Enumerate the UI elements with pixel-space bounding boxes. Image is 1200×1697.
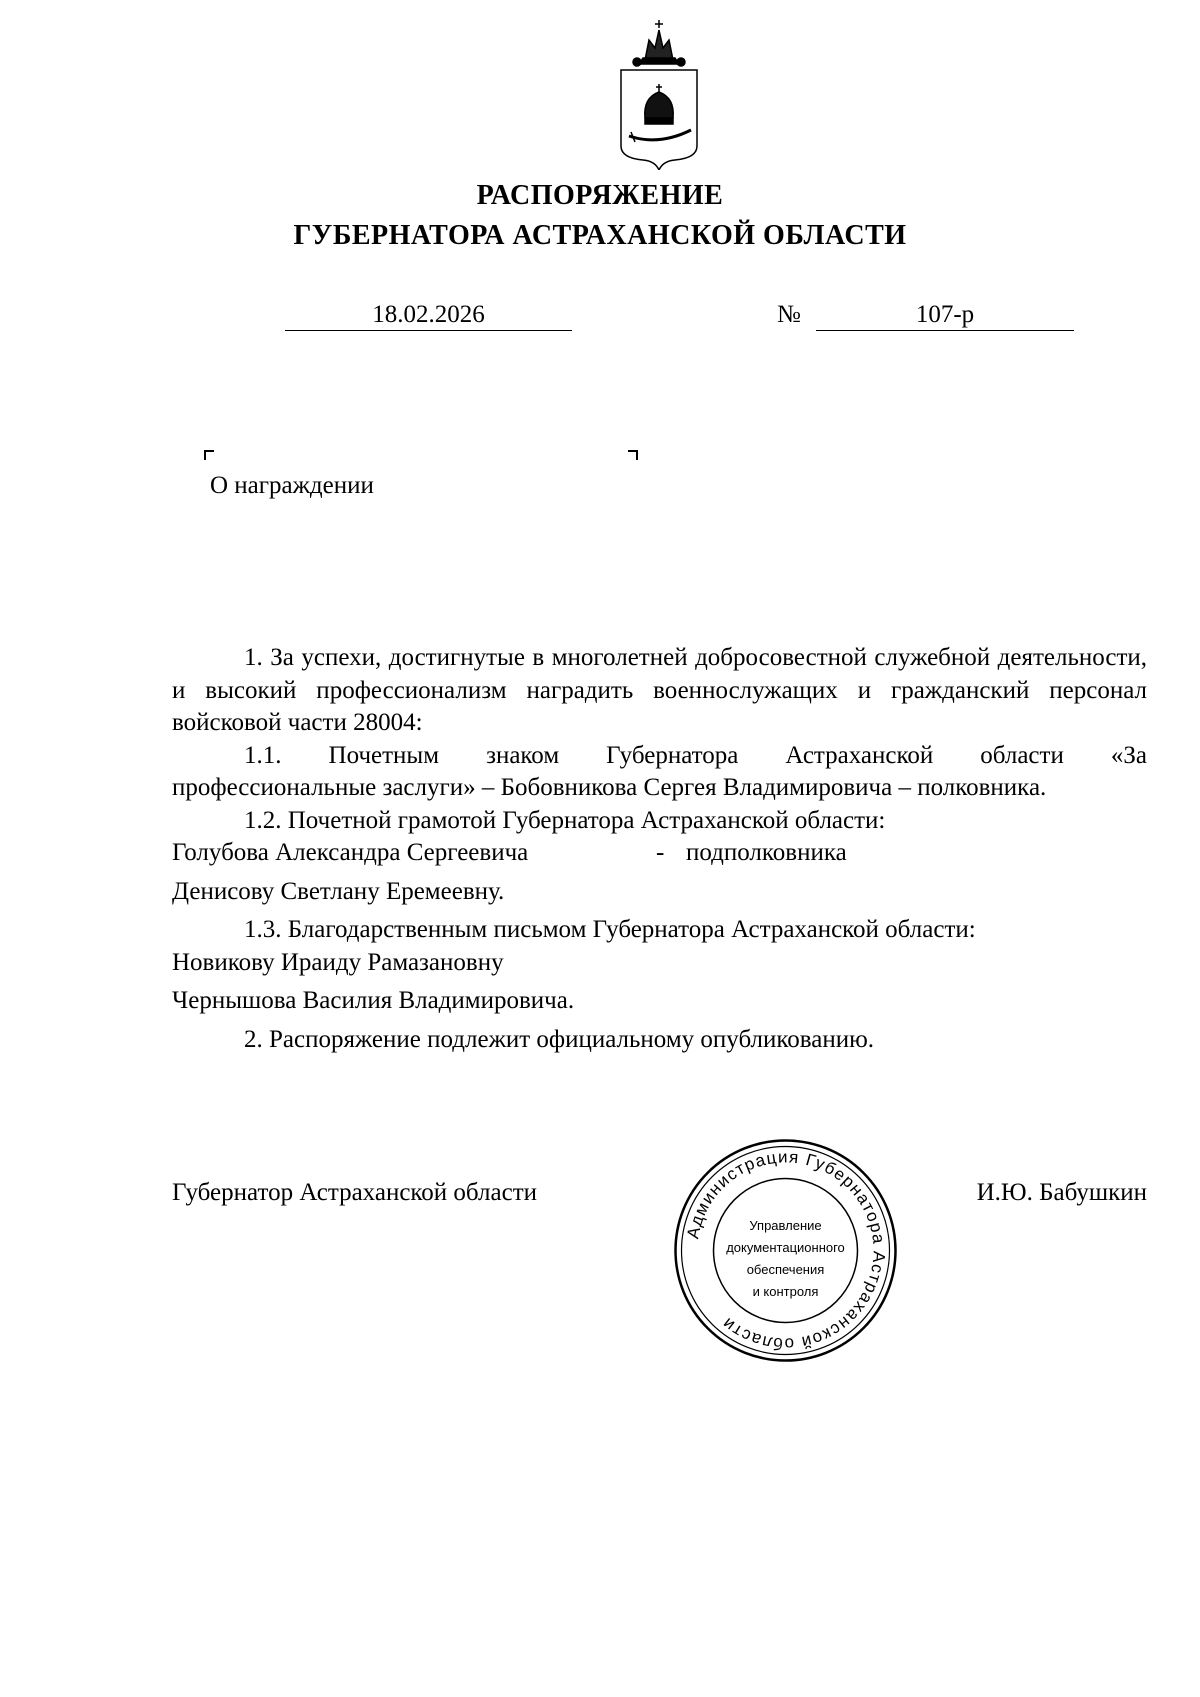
awardee-name-4: Чернышова Василия Владимировича. <box>172 987 575 1014</box>
official-seal <box>673 1138 898 1363</box>
signatory-name: И.Ю. Бабушкин <box>976 1179 1147 1206</box>
document-number: 107-р <box>816 300 1074 331</box>
seal-center-line3: обеспечения <box>746 1262 825 1277</box>
paragraph-1-1-rest: профессиональные заслуги» – Бобовникова Сергея Владимировича – полковника. <box>172 774 1047 801</box>
paragraph-2: 2. Распоряжение подлежит официальному опубликованию. <box>244 1025 875 1053</box>
subject-corner-left <box>204 450 214 460</box>
seal-center-line2: документационного <box>726 1240 845 1255</box>
awardee-name-2: Денисову Светлану Еремеевну. <box>172 877 505 905</box>
paragraph-1-3: 1.3. Благодарственным письмом Губернатора Астраханской области: <box>244 916 976 943</box>
subject-corner-right <box>628 450 638 460</box>
paragraph-1: 1. За успехи, достигнутые в многолетней добросовестной служебной деятельности, и высокий профессионализм наградить военнослужащих и гражданский персонал войсковой части 28004: <box>172 644 1147 736</box>
awardee-name-3: Новикову Ираиду Рамазановну <box>172 948 504 976</box>
issuer-title: ГУБЕРНАТОРА АСТРАХАНСКОЙ ОБЛАСТИ <box>293 220 907 251</box>
awardee-rank: подполковника <box>686 839 847 866</box>
paragraph-1-1-line1: 1.1. Почетным знаком Губернатора Астраханской области «За <box>244 741 1147 769</box>
document-date: 18.02.2026 <box>285 300 572 331</box>
seal-center-line1: Управление <box>749 1218 822 1233</box>
awardee-name: Голубова Александра Сергеевича <box>172 839 529 866</box>
signatory-position: Губернатор Астраханской области <box>172 1179 538 1206</box>
document-body <box>172 642 1147 1056</box>
number-sign: № <box>777 301 801 328</box>
paragraph-1-2: 1.2. Почетной грамотой Губернатора Астраханской области: <box>244 806 886 834</box>
award-row-1 <box>172 837 1147 870</box>
seal-ring-text: Администрация Губернатора Астраханской области <box>683 1147 889 1354</box>
document-subject: О награждении <box>210 472 374 499</box>
document-type-title: РАСПОРЯЖЕНИЕ <box>476 180 724 211</box>
awardee-dash: - <box>656 839 665 866</box>
seal-center-line4: и контроля <box>752 1284 819 1299</box>
coat-of-arms-emblem <box>615 18 703 170</box>
